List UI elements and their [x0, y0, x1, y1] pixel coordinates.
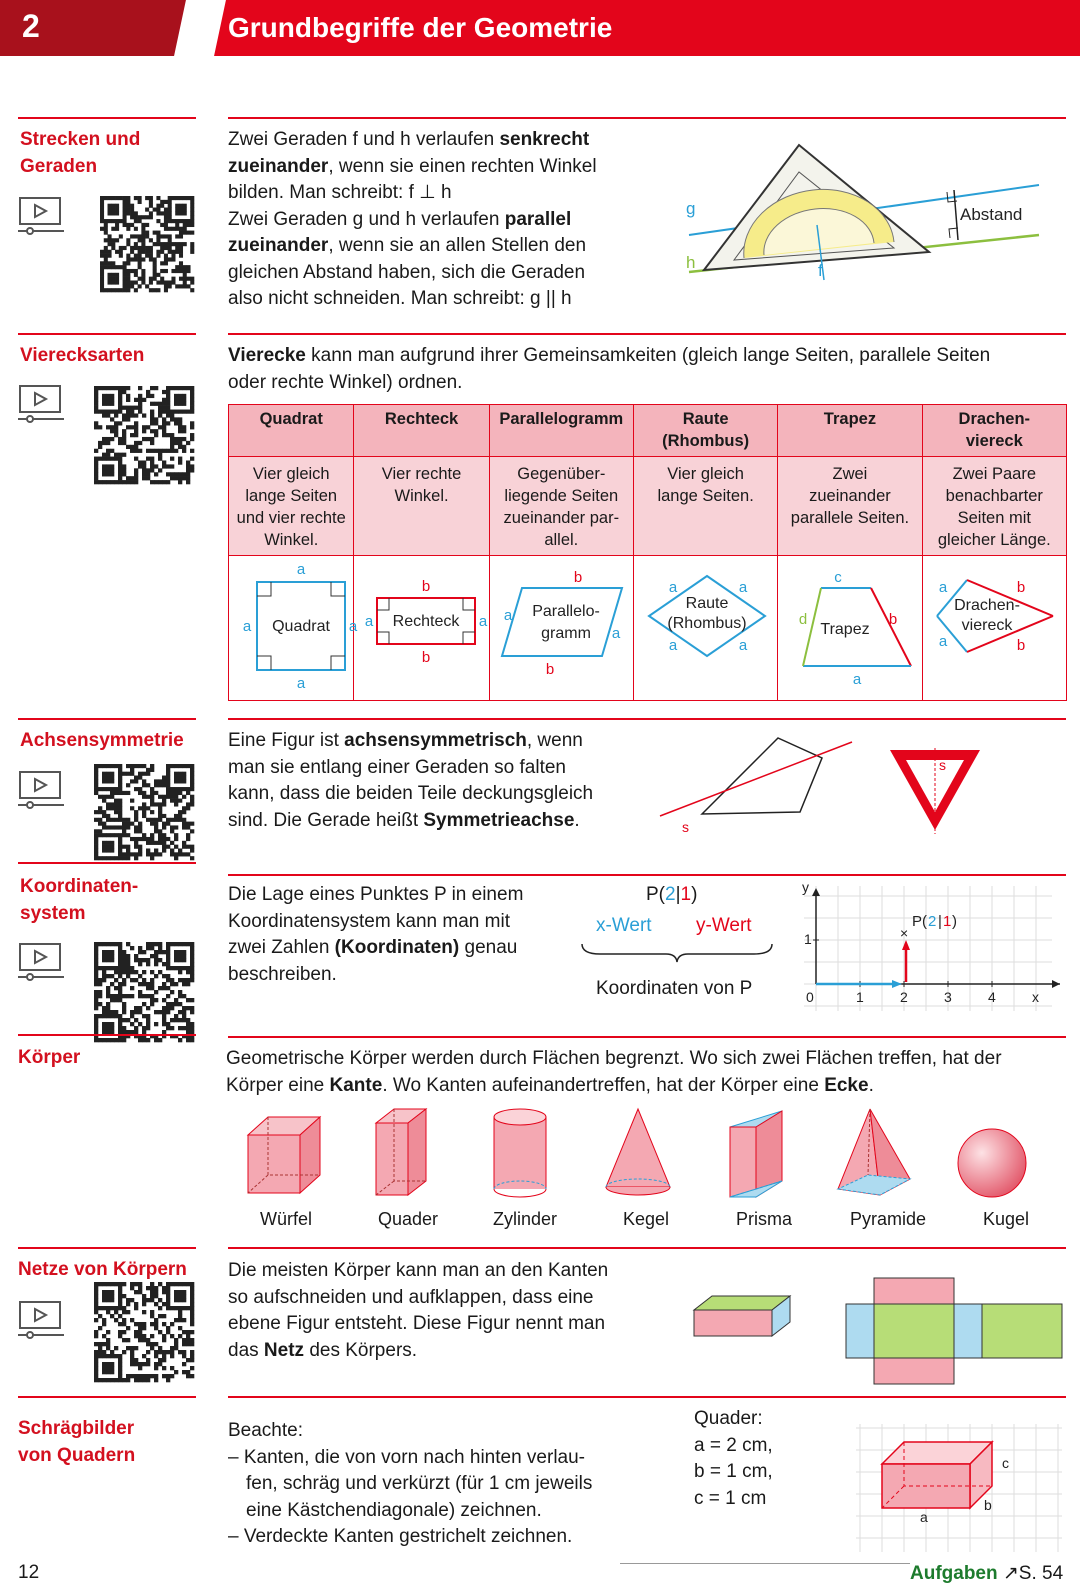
svg-text:a: a — [939, 579, 948, 596]
svg-text:a: a — [297, 675, 306, 692]
svg-text:b: b — [1017, 579, 1026, 596]
svg-text:c: c — [834, 569, 842, 586]
koerper-text: Geometrische Körper werden durch Flächen begrenzt. Wo sich zwei Flächen treffen, hat der Körper eine Kante. Wo Kanten aufeinandertreffen, hat der Körper eine Ecke. — [226, 1048, 1002, 1096]
section-rule — [228, 1036, 1066, 1038]
svg-text:b: b — [546, 661, 555, 678]
svg-text:s: s — [682, 819, 689, 835]
svg-text:b: b — [1017, 637, 1026, 654]
cylinder-figure — [494, 1109, 546, 1197]
chapter-number-box — [0, 0, 195, 56]
sphere-figure — [958, 1129, 1026, 1197]
quader-measures: Quader: a = 2 cm, b = 1 cm, c = 1 cm — [694, 1408, 773, 1509]
section-title-achsen: Achsensymmetrie — [20, 730, 184, 751]
quadrat-figure — [233, 556, 358, 694]
footer-rule — [620, 1563, 910, 1564]
svg-text:b: b — [421, 578, 430, 595]
qr-code[interactable] — [94, 764, 194, 860]
body-label: Kugel — [982, 1209, 1030, 1229]
svg-text:a: a — [668, 637, 677, 654]
svg-text:1: 1 — [856, 989, 864, 1005]
body-label: Pyramide — [849, 1209, 927, 1229]
body-label: Prisma — [735, 1209, 792, 1229]
video-icon[interactable] — [18, 384, 64, 424]
cuboid-net-figure — [844, 1276, 1066, 1388]
svg-text:Parallelo-: Parallelo- — [532, 603, 601, 620]
x-wert-label: x-Wert — [596, 915, 652, 936]
section-rule — [228, 874, 1066, 876]
svg-text:0: 0 — [806, 989, 814, 1005]
coordinate-system — [802, 879, 1072, 1016]
cuboid-net-solid — [692, 1294, 800, 1350]
sidebar-rule — [18, 1034, 196, 1036]
svg-text:a: a — [504, 607, 513, 624]
svg-text:viereck: viereck — [961, 617, 1013, 634]
video-icon[interactable] — [18, 1300, 64, 1340]
section-rule — [228, 1396, 1066, 1398]
schraeg-text: Beachte: – Kanten, die von vorn nach hinten verlau- fen, schräg und verkürzt (für 1 cm jeweils eine Kästchendiagonale) zeichnen. – Verdeckte Kanten gestrichelt zeichnen. — [228, 1420, 593, 1547]
achsen-text: Eine Figur ist achsensymmetrisch, wenn man sie entlang einer Geraden so falten kann, dass die beiden Teile deckungsgleich sind. Die Gerade heißt Symmetrieachse. — [228, 730, 594, 831]
section-title-koerper: Körper — [18, 1047, 81, 1068]
svg-text:a: a — [364, 613, 373, 630]
svg-text:a: a — [243, 618, 252, 635]
svg-text:1: 1 — [943, 913, 952, 930]
koord-text: Die Lage eines Punktes P in einem Koordinatensystem kann man mit zwei Zahlen (Koordinaten) genau beschreiben. — [228, 884, 524, 985]
svg-text:a: a — [349, 618, 358, 635]
point-notation: P(2|1) — [646, 884, 698, 905]
sidebar-rule — [18, 1247, 196, 1249]
svg-text:Drachen-: Drachen- — [954, 597, 1021, 614]
svg-text:a: a — [612, 625, 621, 642]
label-abstand: Abstand — [960, 205, 1023, 224]
section-rule — [228, 117, 1066, 119]
svg-text:a: a — [738, 579, 747, 596]
rechteck-figure — [359, 556, 485, 694]
set-square-figure — [684, 130, 1044, 290]
drachen-figure — [927, 556, 1061, 694]
label-g: g — [686, 199, 696, 218]
bodies-figure — [240, 1105, 1040, 1205]
svg-text:3: 3 — [944, 989, 952, 1005]
sidebar-rule — [18, 117, 196, 119]
section-title-koord: Koordinaten- system — [20, 876, 139, 924]
section-rule — [228, 333, 1066, 335]
koordinaten-von-p: Koordinaten von P — [596, 978, 753, 999]
svg-text:a: a — [738, 637, 747, 654]
svg-text:Raute: Raute — [685, 595, 728, 612]
pyramid-figure — [838, 1109, 910, 1195]
svg-text:gramm: gramm — [541, 625, 592, 642]
body-label: Kegel — [622, 1209, 670, 1229]
svg-text:x: x — [1032, 989, 1039, 1005]
raute-figure — [639, 556, 773, 694]
viereck-table: Quadrat Rechteck Parallelogramm Raute (Rhombus) Trapez Drachen- viereck Vier gleich lange Seiten und vier rechte Winkel. Vier rechte Winkel. Gegenüber- liegende Seiten zueinander par- allel. Vier gleich lange Seiten. Zwei zueinander parallele Seiten. Zwei Paare benachbarter Seiten mit gleicher Länge. a a a a Quadrat b b a a Rechteck b b a a Parallelo- gramm a a a a Raute (Rhombus) c a b d Trapez a a b b Drachen- viereck — [228, 404, 1067, 701]
sidebar-rule — [18, 1396, 196, 1398]
video-icon[interactable] — [18, 196, 64, 236]
brace-icon — [580, 942, 774, 964]
svg-text:b: b — [574, 569, 583, 586]
kite-symmetry-figure — [660, 738, 860, 838]
qr-code[interactable] — [94, 1282, 194, 1382]
svg-text:a: a — [852, 671, 862, 688]
svg-text:): ) — [952, 913, 957, 930]
section-title-vierecke: Vierecksarten — [20, 345, 145, 366]
qr-code[interactable] — [94, 942, 194, 1042]
strecken-text: Zwei Geraden f und h verlaufen senkrecht zueinander, wenn sie einen rechten Winkel bilden. Man schreibt: f ⊥ h Zwei Geraden g und h verlaufen parallel zueinander, wenn sie an allen Stellen den gleichen Abstand haben, sich die Geraden also nicht schneiden. Man schreibt: g || h — [228, 129, 597, 309]
section-title-schraeg: Schrägbilder von Quadern — [18, 1418, 136, 1466]
svg-text:y: y — [802, 879, 809, 895]
svg-text:b: b — [421, 649, 430, 666]
body-label: Zylinder — [492, 1209, 558, 1229]
svg-text:4: 4 — [988, 989, 996, 1005]
section-rule — [228, 718, 1066, 720]
svg-text:a: a — [478, 613, 487, 630]
svg-text:|: | — [938, 913, 942, 930]
svg-text:s: s — [939, 757, 946, 773]
svg-text:Quadrat: Quadrat — [272, 618, 331, 635]
video-icon[interactable] — [18, 770, 64, 810]
trapez-figure — [783, 556, 917, 694]
svg-text:2: 2 — [900, 989, 908, 1005]
cone-figure — [606, 1109, 670, 1195]
svg-text:(Rhombus): (Rhombus) — [667, 615, 747, 632]
sidebar-rule — [18, 862, 196, 864]
qr-code[interactable] — [94, 386, 194, 484]
body-label: Würfel — [259, 1209, 312, 1229]
svg-text:Rechteck: Rechteck — [392, 613, 459, 630]
yield-sign-figure — [888, 748, 982, 834]
svg-text:1: 1 — [804, 931, 812, 947]
svg-text:d: d — [798, 611, 808, 628]
page-number: 12 — [18, 1562, 40, 1583]
chapter-title: Grundbegriffe der Geometrie — [228, 12, 613, 43]
vierecke-intro: Vierecke kann man aufgrund ihrer Gemeinsamkeiten (gleich lange Seiten, parallele Seiten oder rechte Winkel) ordnen. — [228, 345, 991, 393]
label-f: f — [818, 261, 823, 280]
svg-text:2: 2 — [928, 913, 937, 930]
svg-text:c: c — [1002, 1455, 1009, 1471]
svg-text:P(: P( — [912, 913, 927, 930]
svg-text:Trapez: Trapez — [820, 621, 870, 638]
point-x-marker: × — [900, 925, 909, 941]
chapter-number: 2 — [22, 8, 40, 44]
svg-text:a: a — [939, 633, 948, 650]
oblique-cuboid-figure — [856, 1424, 1062, 1552]
sidebar-rule — [18, 333, 196, 335]
svg-text:a: a — [920, 1509, 928, 1525]
section-rule — [228, 1247, 1066, 1249]
aufgaben-link[interactable]: Aufgaben ↗S. 54 — [910, 1563, 1064, 1584]
svg-text:a: a — [297, 561, 306, 578]
svg-text:b: b — [888, 611, 898, 628]
cuboid-figure — [376, 1109, 426, 1195]
netze-text: Die meisten Körper kann man an den Kanten so aufschneiden und aufklappen, dass eine ebene Figur entsteht. Diese Figur nennt man das Netz des Körpers. — [228, 1260, 609, 1361]
section-title-netze: Netze von Körpern — [18, 1259, 187, 1280]
section-title-strecken: Strecken und Geraden — [20, 129, 141, 177]
chapter-title-bar — [196, 0, 1080, 56]
label-h: h — [686, 253, 696, 272]
svg-text:a: a — [668, 579, 677, 596]
video-icon[interactable] — [18, 942, 64, 982]
y-wert-label: y-Wert — [696, 915, 752, 936]
sidebar-rule — [18, 718, 196, 720]
body-label: Quader — [377, 1209, 439, 1229]
qr-code[interactable] — [100, 196, 194, 292]
cube-figure — [248, 1117, 320, 1193]
svg-text:b: b — [984, 1497, 992, 1513]
parallelogramm-figure — [494, 556, 628, 694]
prism-figure — [730, 1111, 782, 1197]
